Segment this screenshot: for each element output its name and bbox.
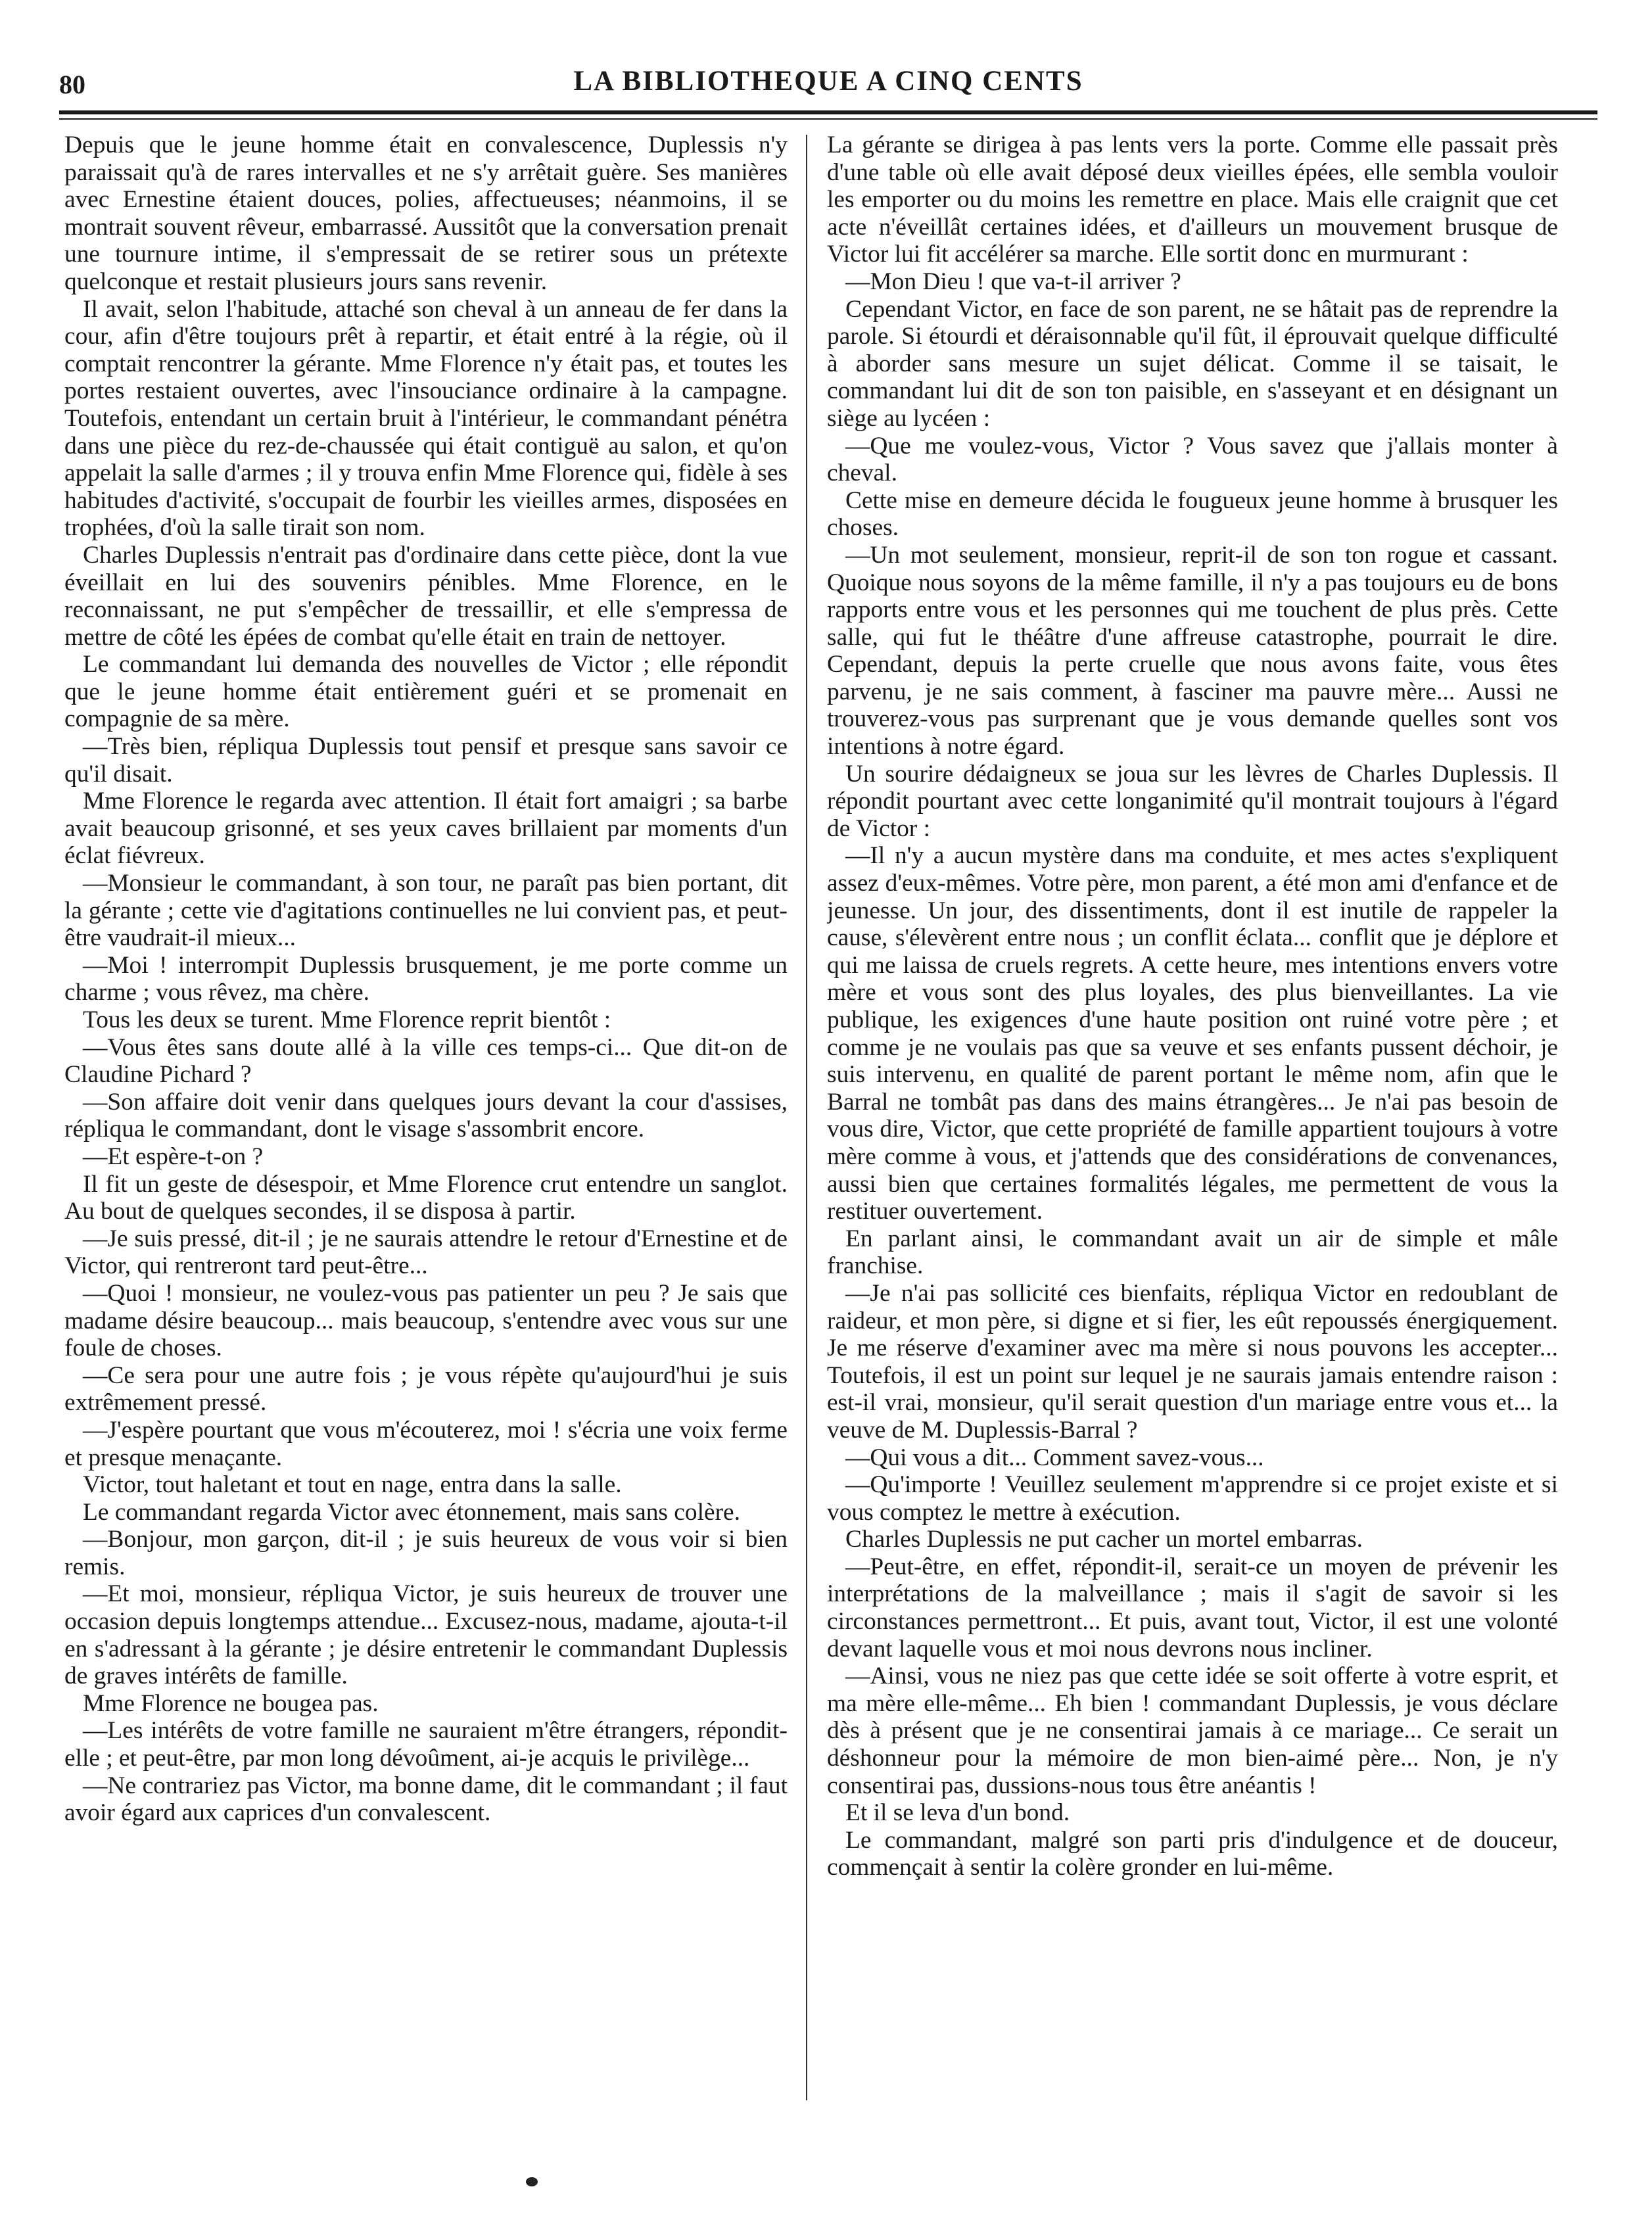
paragraph: —Monsieur le commandant, à son tour, ne paraît pas bien portant, dit la gérante ; cette vie d'agitations continuelles ne lui convient pas, et peut-être vaudrait-il mieux... bbox=[64, 870, 788, 952]
paragraph: Tous les deux se turent. Mme Florence reprit bientôt : bbox=[83, 1006, 611, 1033]
header-rule-thin bbox=[59, 118, 1597, 120]
paragraph: —Que me voulez-vous, Victor ? Vous savez que j'allais monter à cheval. bbox=[827, 432, 1558, 487]
paragraph: Charles Duplessis n'entrait pas d'ordinaire dans cette pièce, dont la vue éveillait en lui des souvenirs pénibles. Mme Florence, en le reconnaissant, ne put s'empêcher de tressaillir, et elle s'empressa de mettre de côté les épées de combat qu'elle était en train de nettoyer. bbox=[64, 541, 788, 651]
paragraph: Mme Florence ne bougea pas. bbox=[83, 1689, 379, 1717]
ink-spot bbox=[526, 2177, 538, 2186]
paragraph: —Quoi ! monsieur, ne voulez-vous pas patienter un peu ? Je sais que madame désire beaucoup... mais beaucoup, s'entendre avec vous sur une foule de choses. bbox=[64, 1279, 788, 1362]
paragraph: —Un mot seulement, monsieur, reprit-il de son ton rogue et cassant. Quoique nous soyons de la même famille, il n'y a pas toujours eu de bons rapports entre vous et les personnes qui me touchent de plus près. Cette salle, qui fut le théâtre d'une affreuse catastrophe, pourrait le dire. Cependant, depuis la perte cruelle que nous avons faite, vous êtes parvenu, je ne sais comment, à fasciner ma pauvre mère... Aussi ne trouverez-vous pas surprenant que je vous demande quelles sont vos intentions à notre égard. bbox=[827, 541, 1558, 761]
paragraph: —Bonjour, mon garçon, dit-il ; je suis heureux de vous voir si bien remis. bbox=[64, 1526, 788, 1580]
paragraph: Victor, tout haletant et tout en nage, entra dans la salle. bbox=[83, 1471, 622, 1499]
paragraph: Et il se leva d'un bond. bbox=[845, 1799, 1070, 1827]
paragraph: —Qu'importe ! Veuillez seulement m'apprendre si ce projet existe et si vous comptez le mettre à exécution. bbox=[827, 1471, 1558, 1526]
paragraph: Il fit un geste de désespoir, et Mme Florence crut entendre un sanglot. Au bout de quelques secondes, il se disposa à partir. bbox=[64, 1170, 788, 1225]
paragraph: —Son affaire doit venir dans quelques jours devant la cour d'assises, répliqua le commandant, dont le visage s'assombrit encore. bbox=[64, 1088, 788, 1143]
paragraph: —Très bien, répliqua Duplessis tout pensif et presque sans savoir ce qu'il disait. bbox=[64, 733, 788, 788]
paragraph: —Qui vous a dit... Comment savez-vous... bbox=[845, 1444, 1264, 1471]
paragraph: —Ainsi, vous ne niez pas que cette idée se soit offerte à votre esprit, et ma mère elle-même... Eh bien ! commandant Duplessis, je vous déclare dès à présent que je ne consentirai jamais à ce mariage... Ce serait un déshonneur pour la mémoire de mon bien-aimé père... Non, je n'y consentirai pas, dussions-nous tous être anéantis ! bbox=[827, 1662, 1558, 1799]
paragraph: Le commandant lui demanda des nouvelles de Victor ; elle répondit que le jeune homme était entièrement guéri et se promenait en compagnie de sa mère. bbox=[64, 651, 788, 733]
paragraph: Mme Florence le regarda avec attention. Il était fort amaigri ; sa barbe avait beaucoup grisonné, et ses yeux caves brillaient par moments d'un éclat fiévreux. bbox=[64, 788, 788, 870]
paragraph: —Et moi, monsieur, répliqua Victor, je suis heureux de trouver une occasion depuis longtemps attendue... Excusez-nous, madame, ajouta-t-il en s'adressant à la gérante ; je désire entretenir le commandant Duplessis de graves intérêts de famille. bbox=[64, 1580, 788, 1690]
right-column bbox=[827, 131, 1558, 2104]
paragraph: —Il n'y a aucun mystère dans ma conduite, et mes actes s'expliquent assez d'eux-mêmes. Votre père, mon parent, a été mon ami d'enfance et de jeunesse. Un jour, des dissentiments, dont il est inutile de rappeler la cause, s'élevèrent entre nous ; un conflit éclata... conflit que je déplore et qui me laissa de cruels regrets. A cette heure, mes intentions envers votre mère et vous sont des plus loyales, des plus bienveillantes. La vie publique, les exigences d'une haute position ont ruiné votre père ; et comme je ne voulais pas que sa veuve et ses enfants pussent déchoir, je suis intervenu, en qualité de parent portant le même nom, afin que le Barral ne tombât pas dans des mains étrangères... Je n'ai pas besoin de vous dire, Victor, que cette propriété de famille appartient toujours à votre mère comme à vous, et j'attends que des considérations de convenances, aussi bien que certaines formalités légales, me permettent de vous la restituer ouvertement. bbox=[827, 842, 1558, 1225]
paragraph: —Ne contrariez pas Victor, ma bonne dame, dit le commandant ; il faut avoir égard aux caprices d'un convalescent. bbox=[64, 1772, 788, 1827]
paragraph: Le commandant regarda Victor avec étonnement, mais sans colère. bbox=[83, 1498, 740, 1526]
paragraph: Cette mise en demeure décida le fougueux jeune homme à brusquer les choses. bbox=[827, 486, 1558, 542]
paragraph: Depuis que le jeune homme était en convalescence, Duplessis n'y paraissait qu'à de rares intervalles et ne s'y arrêtait guère. Ses manières avec Ernestine étaient douces, polies, affectueuses; néanmoins, il se montrait souvent rêveur, embarrassé. Aussitôt que la conversation prenait une tournure intime, il s'empressait de se retirer sous un prétexte quelconque et restait plusieurs jours sans revenir. bbox=[64, 131, 788, 295]
running-title: LA BIBLIOTHEQUE A CINQ CENTS bbox=[573, 66, 1083, 97]
paragraph: —Je n'ai pas sollicité ces bienfaits, répliqua Victor en redoublant de raideur, et mon père, si digne et si fier, les eût repoussés énergiquement. Je me réserve d'examiner avec ma mère si nous pouvons les accepter... Toutefois, il est un point sur lequel je ne saurais jamais entendre raison : est-il vrai, monsieur, qu'il serait question d'un mariage entre vous et... la veuve de M. Duplessis-Barral ? bbox=[827, 1279, 1558, 1444]
paragraph: Charles Duplessis ne put cacher un mortel embarras. bbox=[845, 1526, 1363, 1553]
paragraph: —Vous êtes sans doute allé à la ville ces temps-ci... Que dit-on de Claudine Pichard ? bbox=[64, 1033, 788, 1089]
paragraph: —Peut-être, en effet, répondit-il, serait-ce un moyen de prévenir les interprétations de la malveillance ; mais il s'agit de savoir si les circonstances permettront... Et puis, avant tout, Victor, il est une volonté devant laquelle vous et moi nous devrons nous incliner. bbox=[827, 1553, 1558, 1662]
paragraph: —Moi ! interrompit Duplessis brusquement, je me porte comme un charme ; vous rêvez, ma chère. bbox=[64, 951, 788, 1006]
paragraph: —J'espère pourtant que vous m'écouterez, moi ! s'écria une voix ferme et presque menaçante. bbox=[64, 1416, 788, 1471]
paragraph: La gérante se dirigea à pas lents vers la porte. Comme elle passait près d'une table où elle avait déposé deux vieilles épées, elle sembla vouloir les emporter ou du moins les remettre en place. Mais elle craignit que cet acte n'éveillât certaines idées, et d'ailleurs un mouvement brusque de Victor lui fit accélérer sa marche. Elle sortit donc en murmurant : bbox=[827, 131, 1558, 268]
paragraph: —Je suis pressé, dit-il ; je ne saurais attendre le retour d'Ernestine et de Victor, qui rentreront tard peut-être... bbox=[64, 1225, 788, 1280]
paragraph: —Mon Dieu ! que va-t-il arriver ? bbox=[845, 268, 1181, 295]
paragraph: En parlant ainsi, le commandant avait un air de simple et mâle franchise. bbox=[827, 1225, 1558, 1280]
paragraph: Un sourire dédaigneux se joua sur les lèvres de Charles Duplessis. Il répondit pourtant avec cette longanimité qu'il montrait toujours à l'égard de Victor : bbox=[827, 760, 1558, 842]
paragraph: Le commandant, malgré son parti pris d'indulgence et de douceur, commençait à sentir la colère gronder en lui-même. bbox=[827, 1826, 1558, 1881]
paragraph: Il avait, selon l'habitude, attaché son cheval à un anneau de fer dans la cour, afin d'être toujours prêt à repartir, et était entré à la régie, où il comptait rencontrer la gérante. Mme Florence n'y était pas, et toutes les portes restaient ouvertes, avec l'insouciance ordinaire à la campagne. Toutefois, entendant un certain bruit à l'intérieur, le commandant pénétra dans une pièce du rez-de-chaussée qui était contiguë au salon, et qu'on appelait la salle d'armes ; il y trouva enfin Mme Florence qui, fidèle à ses habitudes d'activité, s'occupait de fourbir les vieilles armes, disposées en trophées, d'où la salle tirait son nom. bbox=[64, 295, 788, 542]
column-divider bbox=[806, 135, 807, 2100]
header-rule bbox=[59, 110, 1597, 114]
paragraph: —Les intérêts de votre famille ne sauraient m'être étrangers, répondit-elle ; et peut-être, par mon long dévoûment, ai-je acquis le privilège... bbox=[64, 1717, 788, 1772]
page-number: 80 bbox=[59, 70, 85, 99]
left-column bbox=[64, 131, 788, 2104]
page-header bbox=[59, 56, 1597, 102]
paragraph: —Et espère-t-on ? bbox=[83, 1143, 264, 1170]
paragraph: —Ce sera pour une autre fois ; je vous répète qu'aujourd'hui je suis extrêmement pressé. bbox=[64, 1361, 788, 1417]
paragraph: Cependant Victor, en face de son parent, ne se hâtait pas de reprendre la parole. Si étourdi et déraisonnable qu'il fût, il éprouvait quelque difficulté à aborder sans mesure un sujet délicat. Comme il se taisait, le commandant lui dit de son ton paisible, en s'asseyant et en désignant un siège au lycéen : bbox=[827, 295, 1558, 432]
